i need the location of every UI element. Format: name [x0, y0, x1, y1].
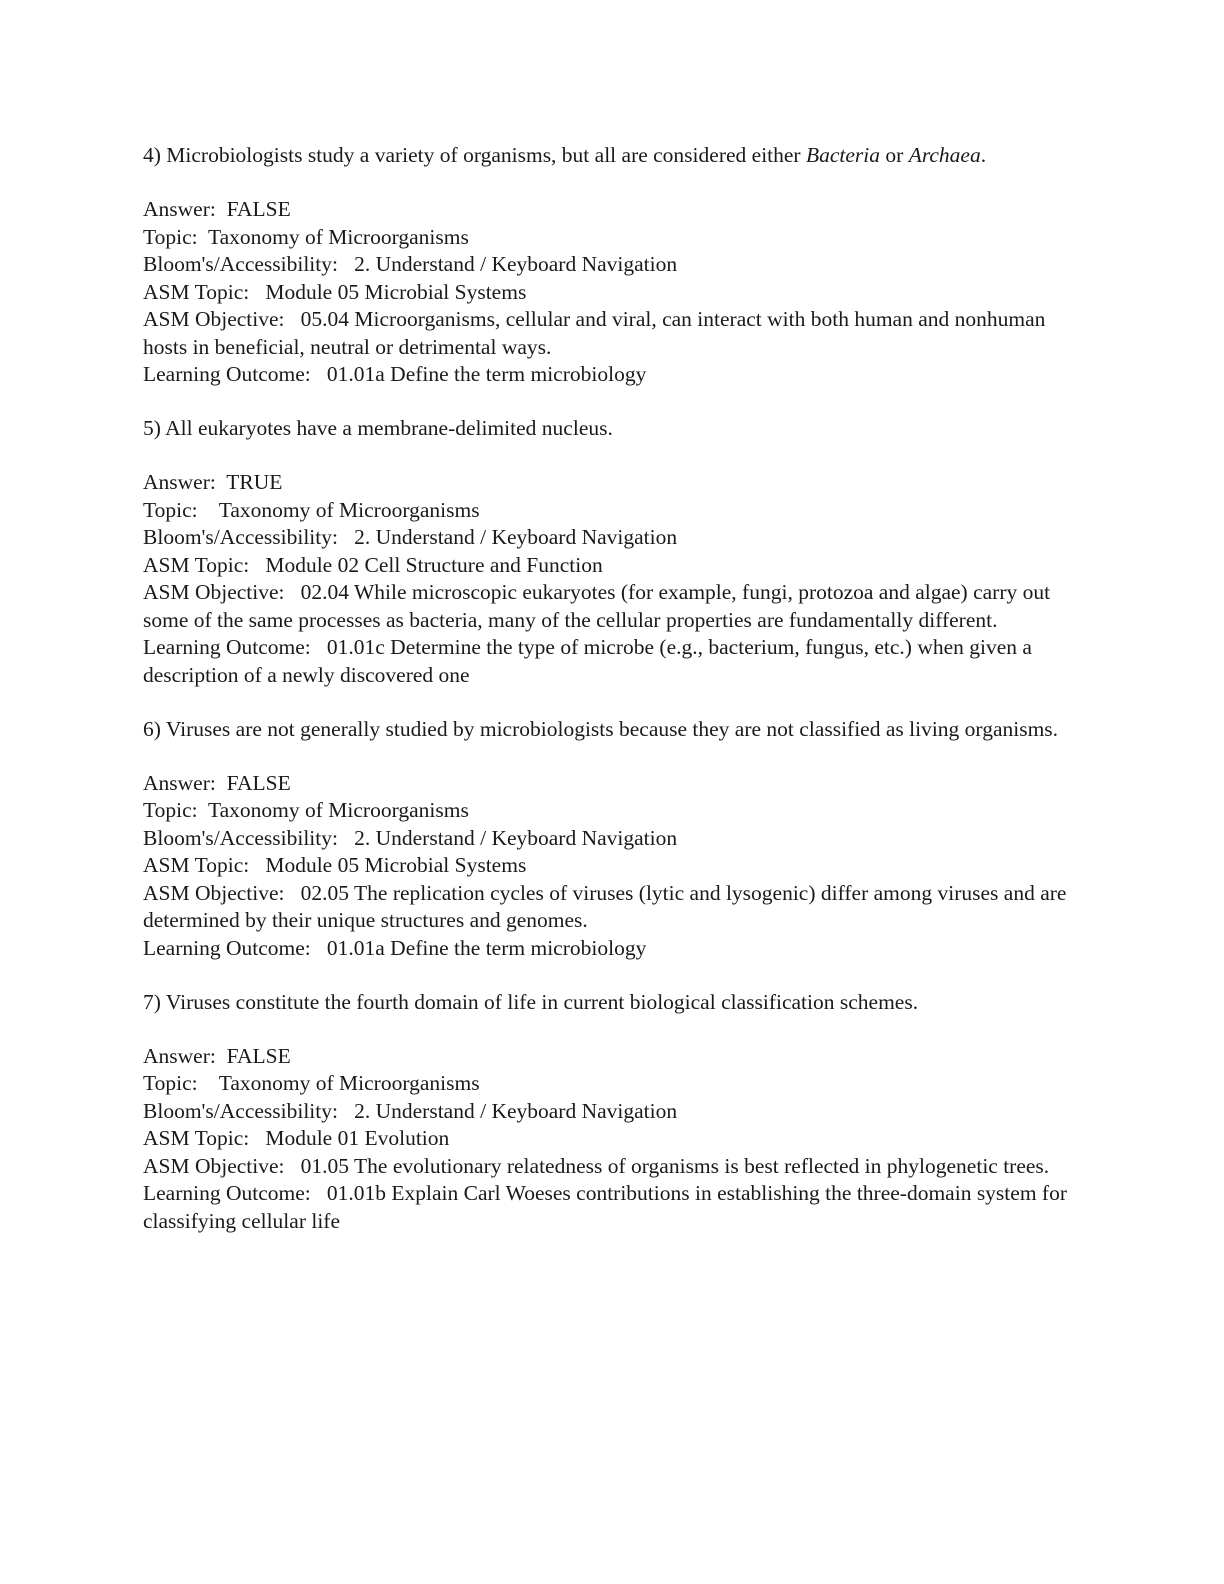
- topic-value: Taxonomy of Microorganisms: [207, 798, 469, 822]
- asm-topic-label: ASM Topic:: [143, 853, 266, 877]
- answer-value: FALSE: [226, 1043, 291, 1068]
- learning-outcome-line: [143, 1180, 1083, 1235]
- topic-line: [143, 1070, 1083, 1098]
- question-5-text: 5) All eukaryotes have a membrane-delimited nucleus.: [143, 416, 613, 440]
- asm-topic-line: [143, 1125, 1083, 1153]
- learning-outcome-label: Learning Outcome:: [143, 1181, 327, 1205]
- blooms-line: [143, 825, 1083, 853]
- topic-label: Topic:: [143, 1071, 219, 1095]
- blooms-value: 2. Understand / Keyboard Navigation: [354, 825, 678, 850]
- asm-objective-label: ASM Objective:: [143, 580, 301, 604]
- blooms-line: [143, 1098, 1083, 1126]
- answer-line: [143, 770, 1083, 798]
- answer-line: [143, 1043, 1083, 1071]
- topic-label: Topic:: [143, 224, 208, 249]
- topic-value: Taxonomy of Microorganisms: [218, 497, 480, 522]
- learning-outcome-value: 01.01b Explain Carl Woeses contributions in establishing the three-domain system for classifying cellular life: [143, 1181, 1073, 1233]
- asm-objective-value: 01.05 The evolutionary relatedness of organisms is best reflected in phylogenetic trees.: [300, 1153, 1050, 1178]
- asm-topic-value: Module 05 Microbial Systems: [265, 853, 527, 877]
- blooms-label: Bloom's/Accessibility:: [143, 252, 355, 276]
- question-4-text: [143, 142, 1083, 170]
- asm-objective-label: ASM Objective:: [143, 880, 301, 905]
- learning-outcome-line: [143, 935, 1083, 963]
- answer-label: Answer:: [143, 770, 227, 795]
- asm-topic-line: [143, 852, 1083, 880]
- blooms-label: Bloom's/Accessibility:: [143, 525, 355, 549]
- asm-objective-line: [143, 579, 1083, 634]
- asm-objective-line: [143, 880, 1083, 935]
- topic-line: [143, 497, 1083, 525]
- learning-outcome-value: 01.01a Define the term microbiology: [326, 935, 647, 960]
- asm-topic-label: ASM Topic:: [143, 552, 266, 577]
- document-page: [143, 142, 1083, 1262]
- answer-label: Answer:: [143, 1043, 227, 1068]
- asm-objective-value: 05.04 Microorganisms, cellular and viral, can interact with both human and nonhuman hosts in beneficial, neutral or detrimental ways.: [143, 307, 1051, 359]
- learning-outcome-line: [143, 361, 1083, 389]
- answer-line: [143, 469, 1083, 497]
- asm-topic-value: Module 05 Microbial Systems: [265, 279, 527, 304]
- blooms-line: [143, 251, 1083, 279]
- question-6-text: 6) Viruses are not generally studied by microbiologists because they are not classified as living organisms.: [143, 716, 1059, 741]
- question-4-text-part: .: [980, 143, 987, 167]
- topic-label: Topic:: [143, 798, 208, 822]
- asm-objective-label: ASM Objective:: [143, 1153, 301, 1178]
- question-7-text: 7) Viruses constitute the fourth domain of life in current biological classification schemes.: [143, 989, 919, 1014]
- learning-outcome-line: [143, 634, 1083, 689]
- question-5-metadata: [143, 469, 1083, 689]
- asm-objective-line: [143, 306, 1083, 361]
- topic-line: [143, 224, 1083, 252]
- asm-topic-value: Module 02 Cell Structure and Function: [265, 552, 603, 577]
- question-4-term-archaea: Archaea: [908, 143, 981, 167]
- blooms-line: [143, 524, 1083, 552]
- asm-objective-value: 02.04 While microscopic eukaryotes (for example, fungi, protozoa and algae) carry out some of the same processes as bacteria, many of the cellular properties are fundamentally different.: [143, 580, 1056, 632]
- question-7-metadata: [143, 1043, 1083, 1236]
- answer-value: FALSE: [226, 770, 291, 795]
- question-6-metadata: [143, 770, 1083, 963]
- learning-outcome-value: 01.01a Define the term microbiology: [326, 362, 647, 386]
- topic-line: [143, 797, 1083, 825]
- asm-topic-label: ASM Topic:: [143, 1126, 266, 1150]
- topic-value: Taxonomy of Microorganisms: [207, 224, 469, 249]
- learning-outcome-label: Learning Outcome:: [143, 362, 327, 386]
- learning-outcome-label: Learning Outcome:: [143, 635, 327, 659]
- asm-topic-label: ASM Topic:: [143, 279, 266, 304]
- question-4-metadata: [143, 196, 1083, 389]
- blooms-value: 2. Understand / Keyboard Navigation: [354, 252, 678, 276]
- asm-topic-line: [143, 279, 1083, 307]
- answer-value: TRUE: [226, 470, 283, 494]
- learning-outcome-label: Learning Outcome:: [143, 935, 327, 960]
- asm-objective-line: [143, 1153, 1083, 1181]
- answer-label: Answer:: [143, 470, 227, 494]
- question-4-text-part: or: [880, 143, 909, 167]
- topic-value: Taxonomy of Microorganisms: [218, 1071, 480, 1095]
- asm-objective-label: ASM Objective:: [143, 307, 301, 331]
- question-4-text-part: 4) Microbiologists study a variety of organisms, but all are considered either: [143, 143, 806, 167]
- blooms-label: Bloom's/Accessibility:: [143, 825, 355, 850]
- blooms-value: 2. Understand / Keyboard Navigation: [354, 1098, 678, 1123]
- blooms-label: Bloom's/Accessibility:: [143, 1098, 355, 1123]
- question-4-term-bacteria: Bacteria: [805, 143, 881, 167]
- answer-line: [143, 196, 1083, 224]
- learning-outcome-value: 01.01c Determine the type of microbe (e.g., bacterium, fungus, etc.) when given a description of a newly discovered one: [143, 635, 1038, 687]
- asm-objective-value: 02.05 The replication cycles of viruses (lytic and lysogenic) differ among viruses and are determined by their unique structures and genomes.: [143, 880, 1072, 932]
- blooms-value: 2. Understand / Keyboard Navigation: [354, 525, 678, 549]
- asm-topic-line: [143, 552, 1083, 580]
- topic-label: Topic:: [143, 497, 219, 522]
- answer-value: FALSE: [226, 197, 291, 221]
- answer-label: Answer:: [143, 197, 227, 221]
- asm-topic-value: Module 01 Evolution: [265, 1126, 450, 1150]
